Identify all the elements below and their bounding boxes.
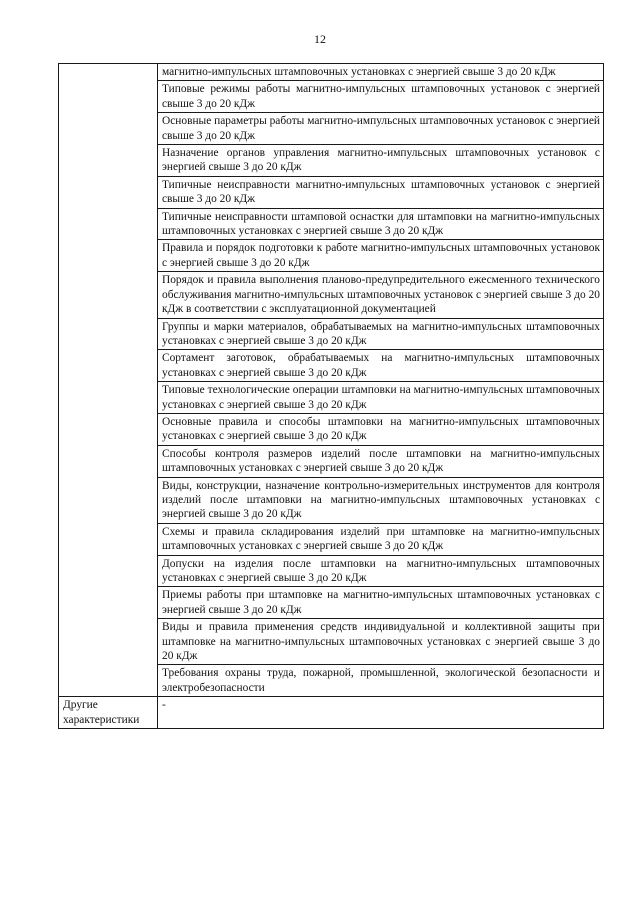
knowledge-item: Группы и марки материалов, обрабатываемых на магнитно-импульсных штамповочных установках с энергией свыше 3 до 20 кДж <box>158 318 604 350</box>
page-number: 12 <box>314 32 326 46</box>
knowledge-item: Приемы работы при штамповке на магнитно-импульсных штамповочных установках с энергией свыше 3 до 20 кДж <box>158 587 604 619</box>
other-characteristics-value: - <box>158 697 604 729</box>
other-characteristics-label: Другие характеристики <box>59 697 158 729</box>
knowledge-item: Основные параметры работы магнитно-импульсных штамповочных установок с энергией свыше 3 до 20 кДж <box>158 113 604 145</box>
knowledge-item: Типичные неисправности штамповой оснастки для штамповки на магнитно-импульсных штамповочных установках с энергией свыше 3 до 20 кДж <box>158 208 604 240</box>
knowledge-item: Виды, конструкции, назначение контрольно-измерительных инструментов для контроля изделий после штамповки на магнитно-импульсных штамповочных установках с энергией свыше 3 до 20 кДж <box>158 477 604 523</box>
knowledge-item: Основные правила и способы штамповки на магнитно-импульсных штамповочных установках с энергией свыше 3 до 20 кДж <box>158 413 604 445</box>
other-characteristics-row <box>59 697 604 729</box>
knowledge-item: Виды и правила применения средств индивидуальной и коллективной защиты при штамповке на магнитно-импульсных штамповочных установках с энергией свыше 3 до 20 кДж <box>158 619 604 665</box>
knowledge-item: Типовые технологические операции штамповки на магнитно-импульсных штамповочных установках с энергией свыше 3 до 20 кДж <box>158 382 604 414</box>
knowledge-item: Правила и порядок подготовки к работе магнитно-импульсных штамповочных установок с энергией свыше 3 до 20 кДж <box>158 240 604 272</box>
knowledge-item: Сортамент заготовок, обрабатываемых на магнитно-импульсных штамповочных установках с энергией свыше 3 до 20 кДж <box>158 350 604 382</box>
knowledge-item: Назначение органов управления магнитно-импульсных штамповочных установок с энергией свыше 3 до 20 кДж <box>158 145 604 177</box>
section-label-cell <box>59 64 158 697</box>
knowledge-item: Требования охраны труда, пожарной, промышленной, экологической безопасности и электробезопасности <box>158 665 604 697</box>
requirements-table-body <box>59 64 604 729</box>
knowledge-item: Типовые режимы работы магнитно-импульсных штамповочных установок с энергией свыше 3 до 20 кДж <box>158 81 604 113</box>
knowledge-item: Типичные неисправности магнитно-импульсных штамповочных установок с энергией свыше 3 до 20 кДж <box>158 176 604 208</box>
knowledge-item: магнитно-импульсных штамповочных установках с энергией свыше 3 до 20 кДж <box>158 64 604 81</box>
knowledge-item: Порядок и правила выполнения планово-предупредительного ежесменного технического обслуживания магнитно-импульсных штамповочных установок с энергией свыше 3 до 20 кДж в соответствии с эксплуатационной документацией <box>158 272 604 318</box>
knowledge-item: Допуски на изделия после штамповки на магнитно-импульсных штамповочных установках с энергией свыше 3 до 20 кДж <box>158 555 604 587</box>
knowledge-item: Способы контроля размеров изделий после штамповки на магнитно-импульсных штамповочных установках с энергией свыше 3 до 20 кДж <box>158 445 604 477</box>
table-row <box>59 64 604 81</box>
knowledge-item: Схемы и правила складирования изделий при штамповке на магнитно-импульсных штамповочных установках с энергией свыше 3 до 20 кДж <box>158 523 604 555</box>
requirements-table <box>58 63 604 729</box>
